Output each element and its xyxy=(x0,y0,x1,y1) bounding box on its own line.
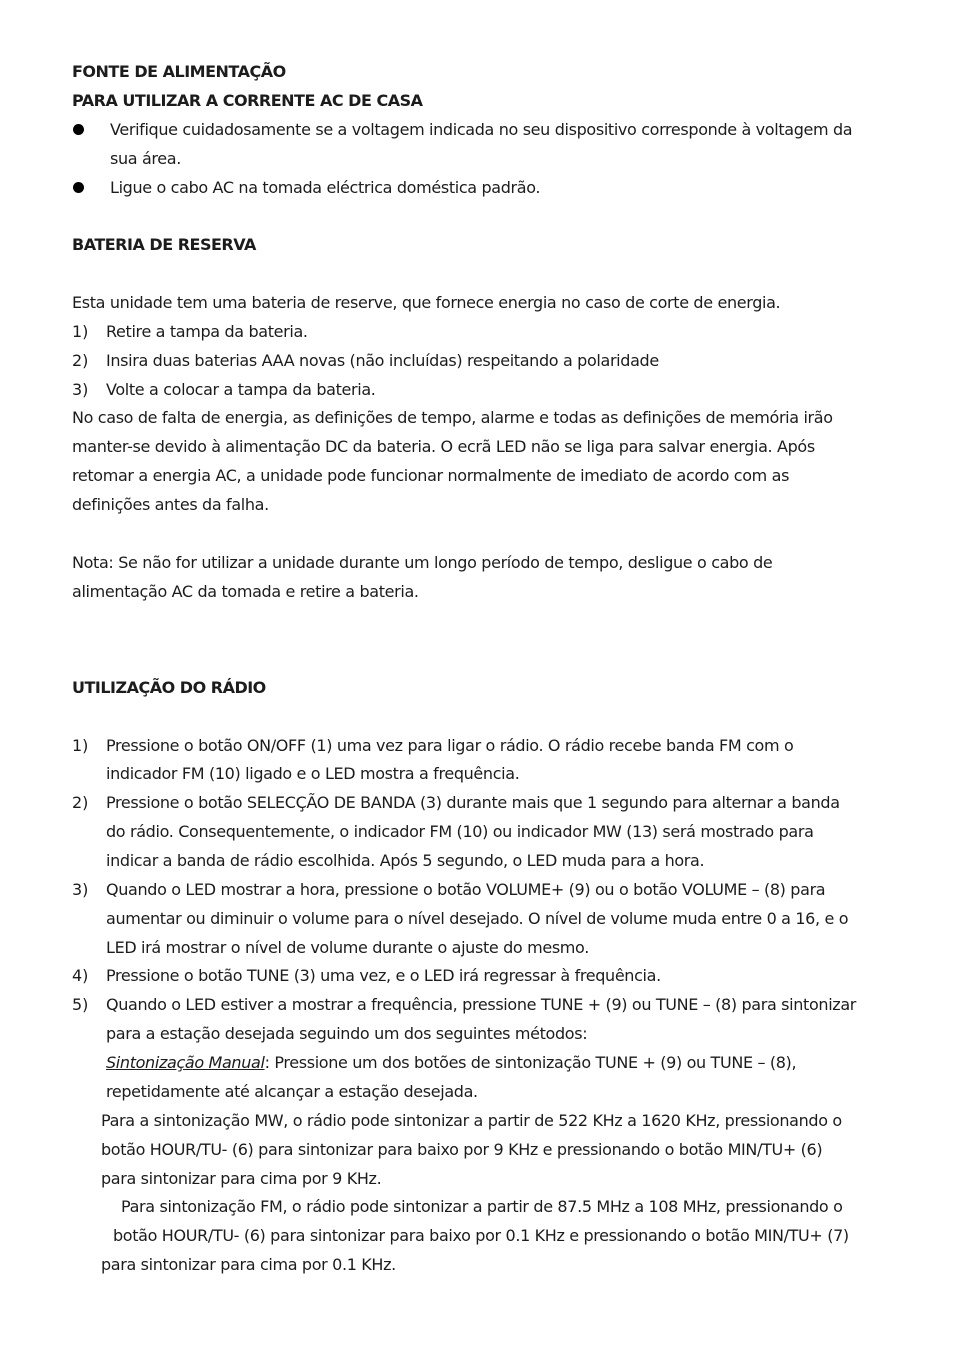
manual-tuning-label: Sintonização Manual xyxy=(106,1053,265,1072)
list-number: 2) xyxy=(72,351,89,370)
list-item-text: Insira duas baterias AAA novas (não incluídas) respeitando a polaridade xyxy=(106,351,659,370)
list-number: 1) xyxy=(72,322,89,341)
bullet-icon xyxy=(73,182,84,193)
list-item-text: Pressione o botão ON/OFF (1) uma vez para ligar o rádio. O rádio recebe banda FM com o xyxy=(106,736,794,755)
paragraph-line: No caso de falta de energia, as definições de tempo, alarme e todas as definições de memória irão xyxy=(72,408,833,427)
heading-power-supply: FONTE DE ALIMENTAÇÃO xyxy=(72,62,286,81)
list-item-text: Pressione o botão TUNE (3) uma vez, e o LED irá regressar à frequência. xyxy=(106,966,661,985)
heading-ac-power: PARA UTILIZAR A CORRENTE AC DE CASA xyxy=(72,91,423,110)
list-item-text: Retire a tampa da bateria. xyxy=(106,322,308,341)
mw-tuning-line: botão HOUR/TU- (6) para sintonizar para baixo por 9 KHz e pressionando o botão MIN/TU+ (6) xyxy=(101,1140,823,1159)
bullet-text: Verifique cuidadosamente se a voltagem indicada no seu dispositivo corresponde à voltagem da xyxy=(110,120,853,139)
fm-tuning-line: para sintonizar para cima por 0.1 KHz. xyxy=(101,1255,396,1274)
paragraph-line: manter-se devido à alimentação DC da bateria. O ecrã LED não se liga para salvar energia. Após xyxy=(72,437,815,456)
bullet-text: sua área. xyxy=(110,149,181,168)
mw-tuning-line: Para a sintonização MW, o rádio pode sintonizar a partir de 522 KHz a 1620 KHz, pressionando o xyxy=(101,1111,842,1130)
list-item-text: aumentar ou diminuir o volume para o nível desejado. O nível de volume muda entre 0 a 16, e o xyxy=(106,909,849,928)
list-number: 3) xyxy=(72,380,89,399)
mw-tuning-line: para sintonizar para cima por 9 KHz. xyxy=(101,1169,382,1188)
note-line: alimentação AC da tomada e retire a bateria. xyxy=(72,582,419,601)
list-item-text: Quando o LED estiver a mostrar a frequência, pressione TUNE + (9) ou TUNE – (8) para sintonizar xyxy=(106,995,857,1014)
list-item-text: repetidamente até alcançar a estação desejada. xyxy=(106,1082,478,1101)
fm-tuning-line: botão HOUR/TU- (6) para sintonizar para baixo por 0.1 KHz e pressionando o botão MIN/TU+ (7) xyxy=(113,1226,849,1245)
heading-radio-use: UTILIZAÇÃO DO RÁDIO xyxy=(72,678,266,697)
manual-tuning-text: : Pressione um dos botões de sintonização TUNE + (9) ou TUNE – (8), xyxy=(264,1053,797,1072)
list-item-text: Volte a colocar a tampa da bateria. xyxy=(106,380,376,399)
paragraph-line: Esta unidade tem uma bateria de reserve, que fornece energia no caso de corte de energia. xyxy=(72,293,781,312)
list-item-text: LED irá mostrar o nível de volume durante o ajuste do mesmo. xyxy=(106,938,589,957)
list-number: 5) xyxy=(72,995,89,1014)
paragraph-line: definições antes da falha. xyxy=(72,495,269,514)
list-number: 4) xyxy=(72,966,89,985)
bullet-text: Ligue o cabo AC na tomada eléctrica doméstica padrão. xyxy=(110,178,541,197)
list-item-text: Quando o LED mostrar a hora, pressione o botão VOLUME+ (9) ou o botão VOLUME – (8) para xyxy=(106,880,826,899)
paragraph-line: retomar a energia AC, a unidade pode funcionar normalmente de imediato de acordo com as xyxy=(72,466,790,485)
list-number: 1) xyxy=(72,736,89,755)
manual-tuning-line xyxy=(106,1053,796,1073)
list-item-text: indicar a banda de rádio escolhida. Após 5 segundo, o LED muda para a hora. xyxy=(106,851,705,870)
list-item-text: para a estação desejada seguindo um dos seguintes métodos: xyxy=(106,1024,588,1043)
list-item-text: Pressione o botão SELECÇÃO DE BANDA (3) durante mais que 1 segundo para alternar a banda xyxy=(106,793,840,812)
list-item-text: do rádio. Consequentemente, o indicador FM (10) ou indicador MW (13) será mostrado para xyxy=(106,822,814,841)
list-number: 2) xyxy=(72,793,89,812)
list-number: 3) xyxy=(72,880,89,899)
fm-tuning-line: Para sintonização FM, o rádio pode sintonizar a partir de 87.5 MHz a 108 MHz, pressionando o xyxy=(121,1197,843,1216)
list-item-text: indicador FM (10) ligado e o LED mostra a frequência. xyxy=(106,764,520,783)
bullet-icon xyxy=(73,124,84,135)
note-line: Nota: Se não for utilizar a unidade durante um longo período de tempo, desligue o cabo de xyxy=(72,553,773,572)
heading-backup-battery: BATERIA DE RESERVA xyxy=(72,235,256,254)
